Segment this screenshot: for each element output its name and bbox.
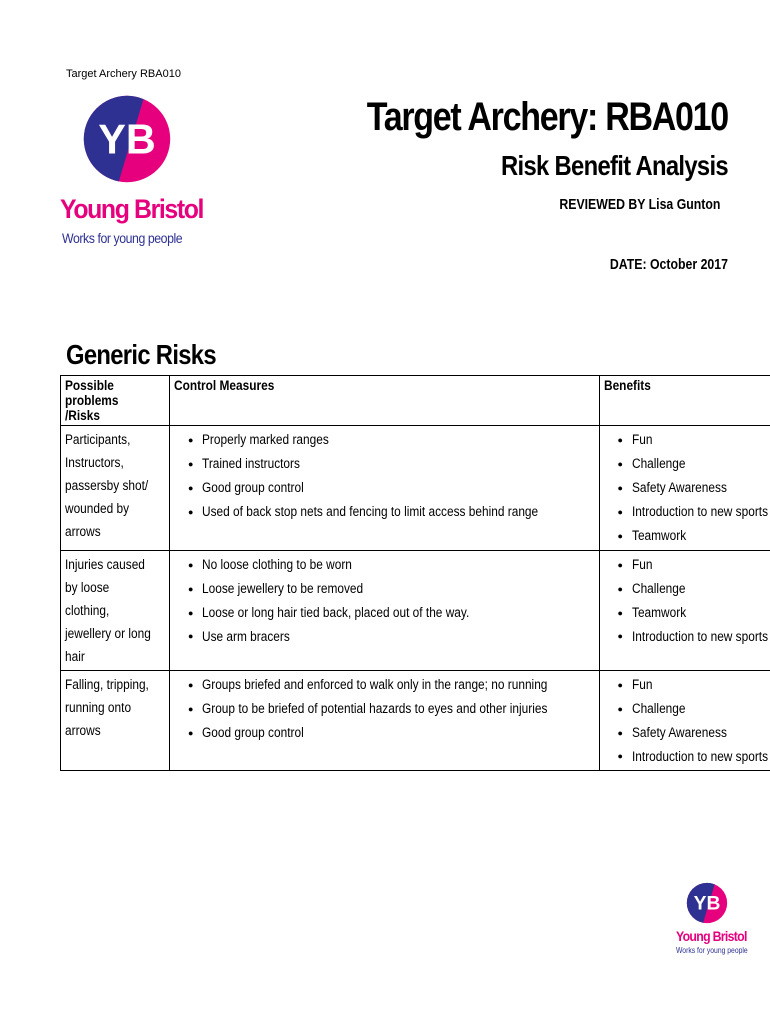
list-item: ● Introduction to new sports: [618, 500, 770, 524]
list-item: ● Loose or long hair tied back, placed out of the way.: [188, 601, 595, 625]
list-item: ● Challenge: [618, 697, 770, 721]
list-item: ● Group to be briefed of potential hazards to eyes and other injuries: [188, 697, 595, 721]
list-item: ● Trained instructors: [188, 452, 595, 476]
list-item: ● Teamwork: [618, 524, 770, 548]
review-date: DATE: October 2017: [609, 256, 728, 273]
bullet-icon: ●: [188, 583, 194, 594]
page-subtitle: Risk Benefit Analysis: [501, 150, 728, 181]
list-item: ● Challenge: [618, 577, 770, 601]
bullet-icon: ●: [617, 482, 623, 493]
bullet-icon: ●: [617, 583, 623, 594]
risk-cell: Participants, Instructors, passersby shot/ wounded by arrows: [61, 426, 170, 551]
logo-name: Young Bristol: [60, 194, 204, 224]
list-item: ● Fun: [618, 673, 770, 697]
list-item: ● Use arm bracers: [188, 625, 595, 649]
list-item: ● Loose jewellery to be removed: [188, 577, 595, 601]
risk-cell: Falling, tripping, running onto arrows: [61, 670, 170, 771]
bullet-icon: ●: [617, 458, 623, 469]
bullet-icon: ●: [188, 703, 194, 714]
table-row: [61, 550, 770, 670]
table-row: [61, 426, 770, 551]
list-item: ● Fun: [618, 553, 770, 577]
benefits-cell: [599, 670, 770, 771]
logo-monogram: YB: [98, 116, 156, 163]
bullet-icon: ●: [617, 559, 623, 570]
list-item: ● Good group control: [188, 476, 595, 500]
page-title: Target Archery: RBA010: [366, 95, 728, 139]
bullet-icon: ●: [617, 530, 623, 541]
list-item: ● Introduction to new sports: [618, 625, 770, 649]
risk-cell: Injuries caused by loose clothing, jewellery or long hair: [61, 550, 170, 670]
list-item: ● Introduction to new sports: [618, 745, 770, 769]
section-title: Generic Risks: [66, 339, 216, 370]
bullet-icon: ●: [617, 607, 623, 618]
bullet-icon: ●: [188, 506, 194, 517]
document-reference: Target Archery RBA010: [66, 68, 181, 80]
bullet-icon: ●: [617, 679, 623, 690]
list-item: ● Used of back stop nets and fencing to limit access behind range: [188, 500, 595, 524]
list-item: ● Groups briefed and enforced to walk only in the range; no running: [188, 673, 595, 697]
bullet-icon: ●: [188, 679, 194, 690]
table-row: [61, 670, 770, 771]
benefits-cell: [599, 426, 770, 551]
bullet-icon: ●: [188, 727, 194, 738]
list-item: ● Challenge: [618, 452, 770, 476]
bullet-icon: ●: [188, 631, 194, 642]
risk-table: [60, 375, 770, 771]
footer-logo-tagline: Works for young people: [676, 946, 748, 955]
bullet-icon: ●: [188, 434, 194, 445]
bullet-icon: ●: [617, 727, 623, 738]
header-control-measures: Control Measures: [170, 376, 600, 426]
bullet-icon: ●: [617, 506, 623, 517]
footer-logo-name: Young Bristol: [676, 928, 747, 944]
yb-monogram-icon: [82, 94, 172, 184]
bullet-icon: ●: [617, 631, 623, 642]
list-item: ● No loose clothing to be worn: [188, 553, 595, 577]
svg-text:YB: YB: [693, 893, 721, 915]
bullet-icon: ●: [188, 607, 194, 618]
list-item: ● Teamwork: [618, 601, 770, 625]
control-measures-cell: [170, 670, 600, 771]
list-item: ● Safety Awareness: [618, 721, 770, 745]
header-risks: Possible problems /Risks: [61, 376, 170, 426]
control-measures-cell: [170, 550, 600, 670]
table-header-row: [61, 376, 770, 426]
benefits-cell: [599, 550, 770, 670]
bullet-icon: ●: [617, 434, 623, 445]
list-item: ● Fun: [618, 428, 770, 452]
bullet-icon: ●: [188, 482, 194, 493]
bullet-icon: ●: [617, 751, 623, 762]
bullet-icon: ●: [188, 458, 194, 469]
bullet-icon: ●: [617, 703, 623, 714]
reviewed-by: REVIEWED BY Lisa Gunton: [558, 196, 720, 213]
list-item: ● Good group control: [188, 721, 595, 745]
control-measures-cell: [170, 426, 600, 551]
yb-monogram-small-icon: [686, 882, 728, 924]
list-item: ● Safety Awareness: [618, 476, 770, 500]
header-benefits: Benefits: [599, 376, 770, 426]
logo-tagline: Works for young people: [62, 230, 183, 246]
list-item: ● Properly marked ranges: [188, 428, 595, 452]
bullet-icon: ●: [188, 559, 194, 570]
